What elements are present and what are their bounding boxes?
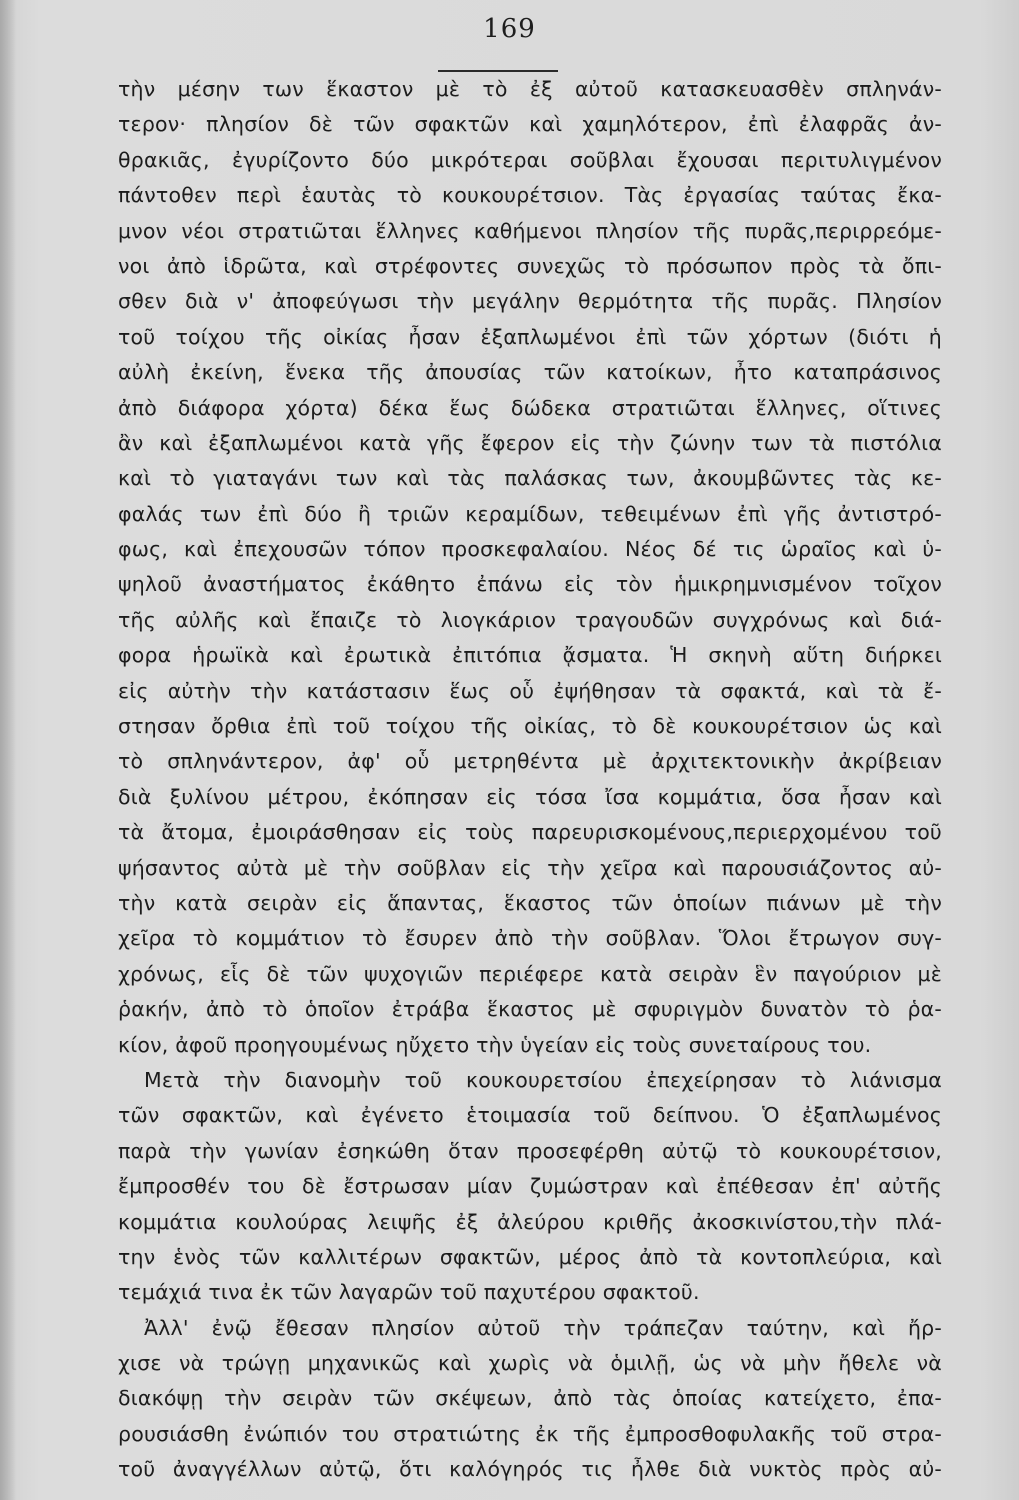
- text-line: σθεν διὰ ν' ἀποφεύγωσι τὴν μεγάλην θερμότητα τῆς πυρᾶς. Πλησίον: [118, 289, 942, 314]
- text-line: Μετὰ τὴν διανομὴν τοῦ κουκουρετσίου ἐπεχείρησαν τὸ λιάνισμα: [144, 1067, 942, 1092]
- text-line: στησαν ὄρθια ἐπὶ τοῦ τοίχου τῆς οἰκίας, τὸ δὲ κουκουρέτσιον ὡς καὶ: [118, 714, 942, 739]
- text-line: τὰ ἄτομα, ἐμοιράσθησαν εἰς τοὺς παρευρισκομένους,περιερχομένου τοῦ: [118, 820, 942, 845]
- text-line: φορα ἡρωϊκὰ καὶ ἐρωτικὰ ἐπιτόπια ᾄσματα. Ἡ σκηνὴ αὕτη διήρκει: [118, 643, 942, 668]
- text-line: ρουσιάσθη ἐνώπιόν του στρατιώτης ἐκ τῆς ἐμπροσθοφυλακῆς τοῦ στρα-: [118, 1421, 942, 1446]
- text-line: εἰς αὐτὴν τὴν κατάστασιν ἕως οὗ ἐψήθησαν τὰ σφακτά, καὶ τὰ ἔ-: [118, 678, 942, 703]
- text-line: φαλάς των ἐπὶ δύο ἢ τριῶν κεραμίδων, τεθειμένων ἐπὶ γῆς ἀντιστρό-: [118, 501, 942, 526]
- text-line: Ἀλλ' ἐνῷ ἔθεσαν πλησίον αὐτοῦ τὴν τράπεζαν ταύτην, καὶ ἤρ-: [144, 1315, 942, 1340]
- text-line: θρακιᾶς, ἐγυρίζοντο δύο μικρότεραι σοῦβλαι ἔχουσαι περιτυλιγμένον: [118, 147, 942, 172]
- text-line: τοῦ ἀναγγέλλων αὐτῷ, ὅτι καλόγηρός τις ἦλθε διὰ νυκτὸς πρὸς αὐ-: [118, 1457, 942, 1482]
- text-line: καὶ τὸ γιαταγάνι των καὶ τὰς παλάσκας των, ἀκουμβῶντες τὰς κε-: [118, 466, 942, 491]
- text-line: νοι ἀπὸ ἱδρῶτα, καὶ στρέφοντες συνεχῶς τὸ πρόσωπον πρὸς τὰ ὄπι-: [118, 253, 942, 278]
- text-line: φως, καὶ ἐπεχουσῶν τόπον προσκεφαλαίου. Νέος δέ τις ὡραῖος καὶ ὑ-: [118, 537, 942, 562]
- text-line: κίον, ἀφοῦ προηγουμένως ηὔχετο τὴν ὑγείαν εἰς τοὺς συνεταίρους του.: [118, 1032, 872, 1057]
- text-line: τὴν κατὰ σειρὰν εἰς ἅπαντας, ἕκαστος τῶν ὁποίων πιάνων μὲ τὴν: [118, 890, 942, 915]
- text-line: παρὰ τὴν γωνίαν ἐσηκώθη ὅταν προσεφέρθη αὐτῷ τὸ κουκουρέτσιον,: [118, 1138, 942, 1163]
- body-text: [118, 72, 942, 1488]
- text-line: τερον· πλησίον δὲ τῶν σφακτῶν καὶ χαμηλότερον, ἐπὶ ἐλαφρᾶς ἀν-: [118, 112, 942, 137]
- text-line: τῆς αὐλῆς καὶ ἔπαιζε τὸ λιογκάριον τραγουδῶν συγχρόνως καὶ διά-: [118, 607, 942, 632]
- text-line: χρόνως, εἷς δὲ τῶν ψυχογιῶν περιέφερε κατὰ σειρὰν ἓν παγούριον μὲ: [118, 961, 942, 986]
- text-line: ψήσαντος αὐτὰ μὲ τὴν σοῦβλαν εἰς τὴν χεῖρα καὶ παρουσιάζοντος αὐ-: [118, 855, 942, 880]
- text-line: τὸ σπληνάντερον, ἀφ' οὗ μετρηθέντα μὲ ἀρχιτεκτονικὴν ἀκρίβειαν: [118, 749, 942, 774]
- text-line: μνον νέοι στρατιῶται ἕλληνες καθήμενοι πλησίον τῆς πυρᾶς,περιρρεόμε-: [118, 218, 942, 243]
- text-line: χισε νὰ τρώγῃ μηχανικῶς καὶ χωρὶς νὰ ὁμιλῇ, ὡς νὰ μὴν ἤθελε νὰ: [118, 1351, 942, 1376]
- page-number: 169: [483, 14, 536, 44]
- text-line: τὴν μέσην των ἕκαστον μὲ τὸ ἐξ αὐτοῦ κατασκευασθὲν σπληνάν-: [118, 77, 942, 101]
- text-line: διακόψῃ τὴν σειρὰν τῶν σκέψεων, ἀπὸ τὰς ὁποίας κατείχετο, ἐπα-: [118, 1386, 942, 1411]
- page-edge-shadow: [0, 0, 16, 1500]
- text-line: την ἑνὸς τῶν καλλιτέρων σφακτῶν, μέρος ἀπὸ τὰ κοντοπλεύρια, καὶ: [118, 1244, 942, 1269]
- text-line: ἂν καὶ ἐξαπλωμένοι κατὰ γῆς ἔφερον εἰς τὴν ζώνην των τὰ πιστόλια: [118, 430, 942, 455]
- text-line: ἀπὸ διάφορα χόρτα) δέκα ἕως δώδεκα στρατιῶται ἕλληνες, οἵτινες: [118, 395, 942, 420]
- text-line: ἔμπροσθέν του δὲ ἔστρωσαν μίαν ζυμώστραν καὶ ἐπέθεσαν ἐπ' αὐτῆς: [118, 1174, 942, 1199]
- text-line: τῶν σφακτῶν, καὶ ἐγένετο ἑτοιμασία τοῦ δείπνου. Ὁ ἐξαπλωμένος: [118, 1103, 942, 1128]
- text-line: πάντοθεν περὶ ἑαυτὰς τὸ κουκουρέτσιον. Τὰς ἐργασίας ταύτας ἔκα-: [118, 183, 942, 208]
- text-line: τεμάχιά τινα ἐκ τῶν λαγαρῶν τοῦ παχυτέρου σφακτοῦ.: [118, 1280, 700, 1305]
- text-line: χεῖρα τὸ κομμάτιον τὸ ἔσυρεν ἀπὸ τὴν σοῦβλαν. Ὅλοι ἔτρωγον συγ-: [118, 926, 942, 951]
- text-line: αὐλὴ ἐκείνη, ἕνεκα τῆς ἀπουσίας τῶν κατοίκων, ἦτο καταπράσινος: [118, 360, 942, 385]
- text-line: τοῦ τοίχου τῆς οἰκίας ἦσαν ἐξαπλωμένοι ἐπὶ τῶν χόρτων (διότι ἡ: [118, 324, 942, 349]
- text-line: ῥακήν, ἀπὸ τὸ ὁποῖον ἐτράβα ἕκαστος μὲ σφυριγμὸν δυνατὸν τὸ ῥα-: [118, 997, 942, 1022]
- text-line: ψηλοῦ ἀναστήματος ἐκάθητο ἐπάνω εἰς τὸν ἡμικρημνισμένον τοῖχον: [118, 572, 942, 597]
- text-line: κομμάτια κουλούρας λειψῆς ἐξ ἀλεύρου κριθῆς ἀκοσκινίστου,τὴν πλά-: [118, 1209, 942, 1234]
- text-line: διὰ ξυλίνου μέτρου, ἐκόπησαν εἰς τόσα ἴσα κομμάτια, ὅσα ἦσαν καὶ: [118, 784, 942, 809]
